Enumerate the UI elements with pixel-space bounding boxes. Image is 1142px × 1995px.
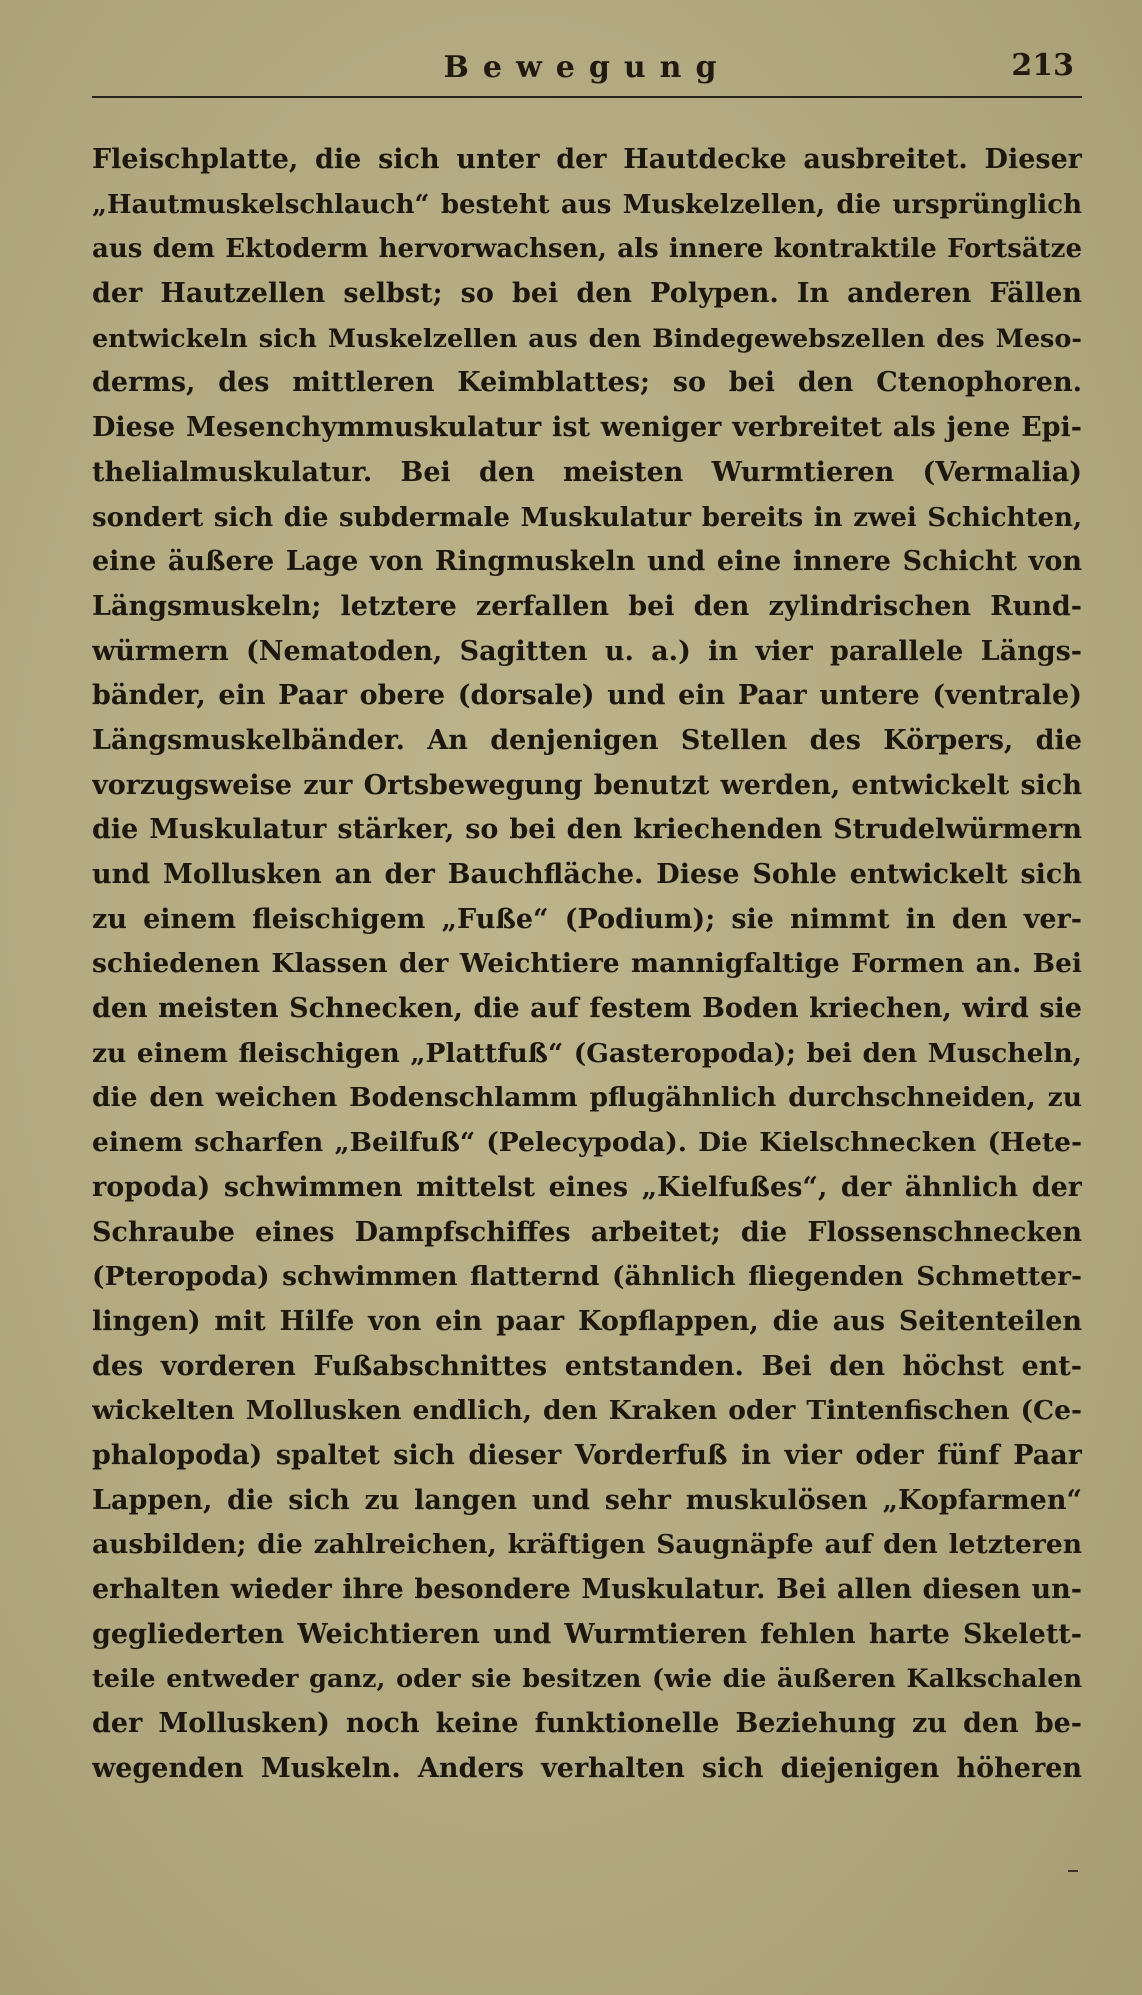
text-line: der Mollusken) noch keine funktionelle Beziehung zu den be- [92,1708,1082,1740]
text-line: einem scharfen „Beilfuß“ (Pelecypoda). Die Kielschnecken (Hete- [92,1127,1082,1159]
text-line: entwickeln sich Muskelzellen aus den Bindegewebszellen des Meso- [92,323,1082,354]
text-line: teile entweder ganz, oder sie besitzen (wie die äußeren Kalkschalen [92,1664,1082,1695]
text-line: eine äußere Lage von Ringmuskeln und eine innere Schicht von [92,546,1082,578]
text-line: lingen) mit Hilfe von ein paar Kopflappen, die aus Seitenteilen [92,1305,1082,1337]
text-line: bänder, ein Paar obere (dorsale) und ein Paar untere (ventrale) [92,680,1082,712]
text-line: phalopoda) spaltet sich dieser Vorderfuß in vier oder fünf Paar [92,1439,1082,1471]
text-line: (Pteropoda) schwimmen flatternd (ähnlich fliegenden Schmetter- [92,1261,1082,1293]
text-line: Längsmuskeln; letztere zerfallen bei den zylindrischen Rund- [92,590,1082,622]
text-line: Längsmuskelbänder. An denjenigen Stellen des Körpers, die [92,724,1082,756]
text-line: wegenden Muskeln. Anders verhalten sich diejenigen höheren [92,1752,1082,1784]
text-line: Fleischplatte, die sich unter der Hautdecke ausbreitet. Dieser [92,144,1082,175]
text-line: derms, des mittleren Keimblattes; so bei den Ctenophoren. [92,367,1082,399]
text-line: ausbilden; die zahlreichen, kräftigen Saugnäpfe auf den letzteren [92,1529,1082,1561]
page-header [92,46,1082,98]
text-line: und Mollusken an der Bauchfläche. Diese Sohle entwickelt sich [92,859,1082,890]
text-line: den meisten Schnecken, die auf festem Boden kriechen, wird sie [92,993,1082,1025]
text-line: gegliederten Weichtieren und Wurmtieren fehlen harte Skelett- [92,1618,1082,1650]
text-line: „Hautmuskelschlauch“ besteht aus Muskelzellen, die ursprünglich [92,189,1082,220]
text-line: die Muskulatur stärker, so bei den kriechenden Strudelwürmern [92,814,1082,846]
text-line: der Hautzellen selbst; so bei den Polypen. In anderen Fällen [92,278,1082,310]
text-line: zu einem fleischigen „Plattfuß“ (Gasteropoda); bei den Muscheln, [92,1037,1082,1069]
text-line: sondert sich die subdermale Muskulatur bereits in zwei Schichten, [92,502,1082,533]
running-title: Bewegung [443,50,731,85]
page-number: 213 [1011,48,1074,83]
text-line: Diese Mesenchymmuskulatur ist weniger verbreitet als jene Epi- [92,412,1082,444]
text-line: schiedenen Klassen der Weichtiere mannigfaltige Formen an. Bei [92,948,1082,980]
text-line: thelialmuskulatur. Bei den meisten Wurmtieren (Vermalia) [92,456,1082,488]
print-mark [1068,1870,1078,1872]
text-line: Lappen, die sich zu langen und sehr muskulösen „Kopfarmen“ [92,1484,1082,1516]
text-line: die den weichen Bodenschlamm pflugähnlich durchschneiden, zu [92,1082,1082,1114]
text-line: des vorderen Fußabschnittes entstanden. Bei den höchst ent- [92,1350,1082,1382]
text-line: aus dem Ektoderm hervorwachsen, als innere kontraktile Fortsätze [92,234,1082,265]
text-line: würmern (Nematoden, Sagitten u. a.) in vier parallele Längs- [92,635,1082,667]
text-line: vorzugsweise zur Ortsbewegung benutzt werden, entwickelt sich [92,769,1082,801]
text-line: erhalten wieder ihre besondere Muskulatur. Bei allen diesen un- [92,1574,1082,1605]
text-line: Schraube eines Dampfschiffes arbeitet; die Flossenschnecken [92,1216,1082,1248]
text-line: wickelten Mollusken endlich, den Kraken oder Tintenfischen (Ce- [92,1395,1082,1427]
text-line: zu einem fleischigem „Fuße“ (Podium); sie nimmt in den ver- [92,903,1082,935]
text-line: ropoda) schwimmen mittelst eines „Kielfußes“, der ähnlich der [92,1171,1082,1203]
body-text [92,138,1082,1791]
